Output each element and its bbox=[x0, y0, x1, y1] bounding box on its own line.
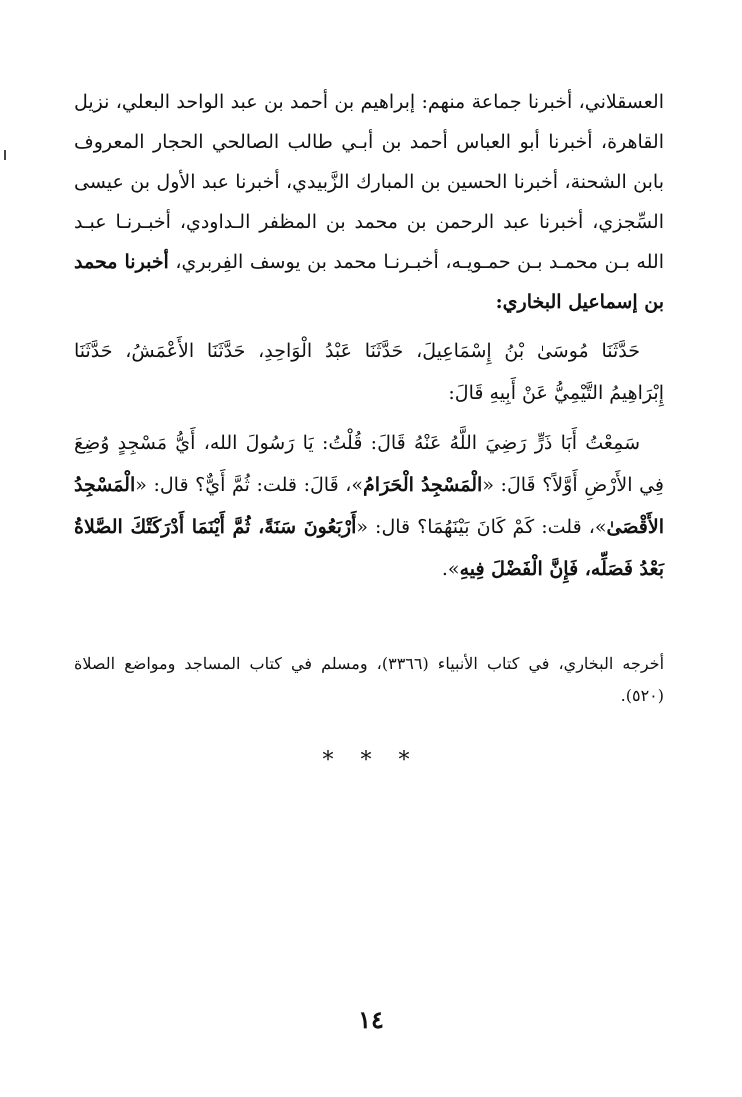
footnote-text: أخرجه البخاري، في كتاب الأنبياء (٣٣٦٦)، ومسلم في كتاب المساجد ومواضع الصلاة (٥٢٠). bbox=[74, 654, 665, 705]
hadith-chain: حَدَّثَنَا مُوسَىٰ بْنُ إِسْمَاعِيلَ، حَدَّثَنَا عَبْدُ الْوَاحِدِ، حَدَّثَنَا الأَعْمَشُ، حَدَّثَنَا إِبْرَاهِيمُ التَّيْمِيُّ عَنْ أَبِيهِ قَالَ: bbox=[74, 340, 664, 404]
footnote bbox=[74, 648, 664, 712]
section-separator: * * * bbox=[322, 748, 420, 773]
matn-segment: ». bbox=[441, 558, 460, 580]
isnad-text: العسقلاني، أخبرنا جماعة منهم: إبراهيم بن أحمد بن عبد الواحد البعلي، نزيل القاهرة، أخبرنا أبو العباس أحمد بن أبـي طالب الصالحي الحجار المعروف بابن الشحنة، أخبرنا الحسين بن المبارك الزَّبيدي، أخبرنا عبد الأول بن عيسى السِّجزي، أخبرنا عبد الرحمن بن محمد بن المظفر الـداودي، أخبـرنـا عبـد الله بـن محمـد بـن حمـويـه، أخبـرنـا محمد بن يوسف الفِربري، bbox=[74, 91, 664, 273]
hadith-matn bbox=[74, 422, 664, 590]
matn-segment: »، قَالَ: قلت: ثُمَّ أَيٌّ؟ قال: « bbox=[135, 474, 364, 496]
prophet-saying-masjid-haram: الْمَسْجِدُ الْحَرَامُ bbox=[363, 474, 483, 496]
isnad-bukhari-bold: أخبرنا محمد بن إسماعيل البخاري: bbox=[74, 251, 664, 313]
prophet-saying-forty-years: أَرْبَعُونَ سَنَةً، ثُمَّ أَيْنَمَا أَدْرَكَتْكَ الصَّلاةُ بَعْدُ فَصَلِّه، فَإِنَّ الْفَضْلَ فِيهِ bbox=[74, 516, 664, 580]
scan-edge-mark bbox=[4, 150, 6, 160]
matn-segment: سَمِعْتُ أَبَا ذَرٍّ رَضِيَ اللَّهُ عَنْهُ قَالَ: قُلْتُ: يَا رَسُولَ الله، أَيُّ مَسْجِدٍ وُضِعَ فِي الأَرْضِ أَوَّلاً؟ قَالَ: « bbox=[74, 432, 664, 496]
page-number: ١٤ bbox=[358, 1005, 384, 1034]
isnad-paragraph bbox=[74, 82, 664, 322]
hadith-block bbox=[74, 330, 664, 590]
matn-segment: »، قلت: كَمْ كَانَ بَيْنَهُمَا؟ قال: « bbox=[356, 516, 607, 538]
prophet-saying-masjid-aqsa: الْمَسْجِدُ الأَقْصَىٰ bbox=[74, 474, 664, 538]
